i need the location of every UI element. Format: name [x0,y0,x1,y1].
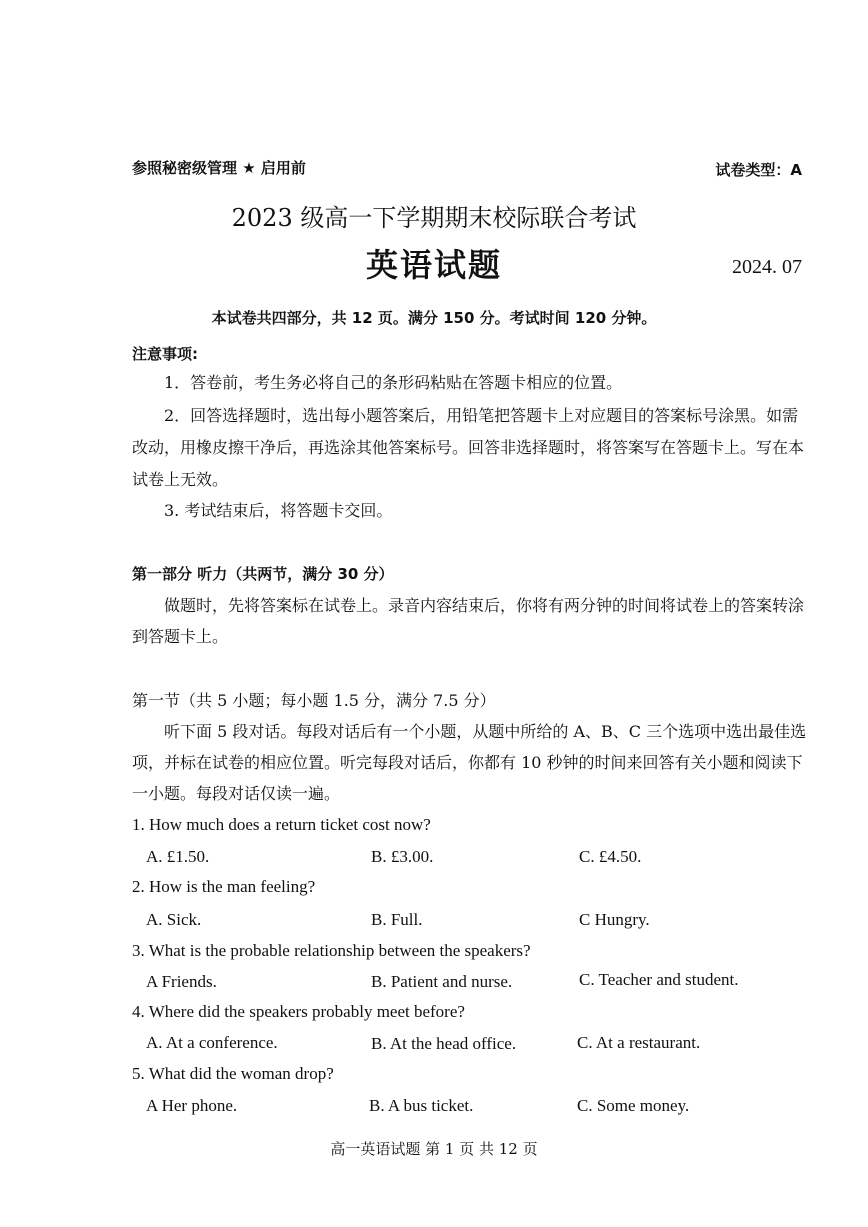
question-1: 1. How much does a return ticket cost now? [132,815,431,834]
question-5: 5. What did the woman drop? [132,1064,334,1083]
part1-heading: 第一部分 听力（共两节，满分 30 分） [132,565,394,583]
notes-heading: 注意事项: [132,345,198,363]
question-3: 3. What is the probable relationship between the speakers? [132,941,531,960]
paper-type-label: 试卷类型：A [715,161,802,179]
question-5-option-c: C. Some money. [577,1096,690,1115]
question-3-option-b: B. Patient and nurse. [371,972,513,991]
question-3-option-c: C. Teacher and student. [579,970,739,989]
question-2: 2. How is the man feeling? [132,877,316,896]
question-5-option-b: B. A bus ticket. [369,1096,474,1115]
section1-instruction: 听下面 5 段对话。每段对话后有一个小题，从题中所给的 A、B、C 三个选项中选出最佳选项，并标在试卷的相应位置。听完每段对话后，你都有 10 秒钟的时间来回答有关小题和阅读下一小题。每段对话仅读一遍。 [132,722,807,803]
question-4-option-a: A. At a conference. [146,1033,278,1052]
note-item-1: 1．答卷前，考生务必将自己的条形码粘贴在答题卡相应的位置。 [164,373,623,392]
subject-title: 英语试题 [365,246,502,284]
question-1-option-a: A. £1.50. [146,847,210,866]
note-item-3: 3. 考试结束后，将答题卡交回。 [164,501,393,520]
question-4-option-c: C. At a restaurant. [577,1033,701,1052]
confidential-label: 参照秘密级管理 ★ 启用前 [132,159,306,177]
question-5-option-a: A Her phone. [146,1096,238,1115]
exam-date: 2024. 07 [732,256,802,278]
note-item-2: 2．回答选择题时，选出每小题答案后，用铅笔把答题卡上对应题目的答案标号涂黑。如需改动，用橡皮擦干净后，再选涂其他答案标号。回答非选择题时，将答案写在答题卡上。写在本试卷上无效。 [132,406,805,489]
question-3-option-a: A Friends. [146,972,217,991]
question-2-option-c: C Hungry. [579,910,650,929]
section1-heading: 第一节（共 5 小题；每小题 1.5 分，满分 7.5 分） [132,691,496,710]
question-4: 4. Where did the speakers probably meet before? [132,1002,465,1021]
question-1-option-b: B. £3.00. [371,847,434,866]
part1-instruction: 做题时，先将答案标在试卷上。录音内容结束后，你将有两分钟的时间将试卷上的答案转涂到答题卡上。 [132,596,805,646]
question-2-option-a: A. Sick. [146,910,202,929]
question-4-option-b: B. At the head office. [371,1034,517,1053]
page-footer: 高一英语试题 第 1 页 共 12 页 [330,1140,538,1158]
exam-title: 2023 级高一下学期期末校际联合考试 [231,204,637,232]
paper-summary: 本试卷共四部分，共 12 页。满分 150 分。考试时间 120 分钟。 [211,309,657,327]
question-2-option-b: B. Full. [371,910,423,929]
question-1-option-c: C. £4.50. [579,847,642,866]
